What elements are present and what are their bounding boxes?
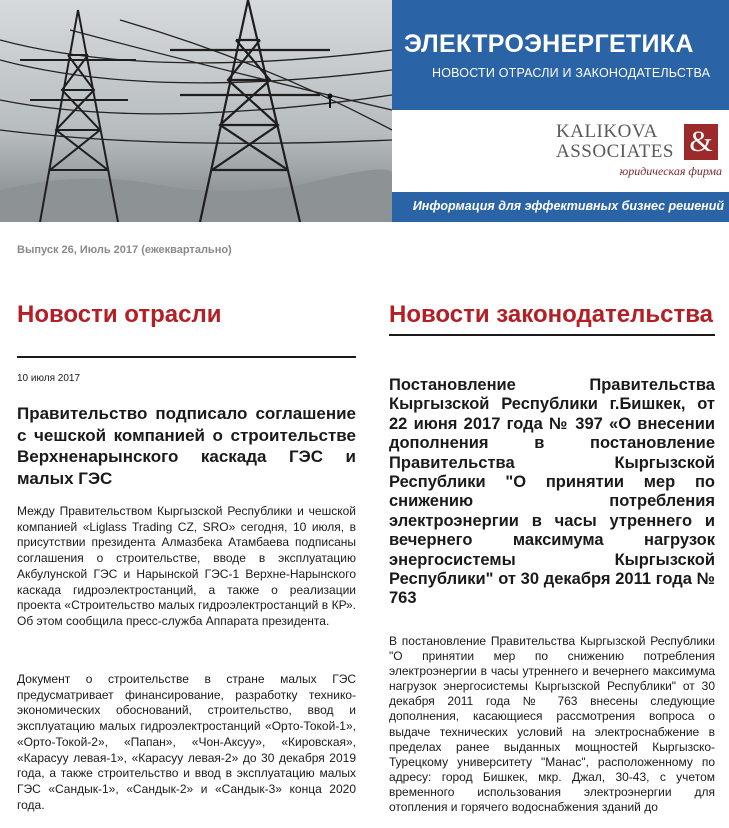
section-divider — [389, 334, 715, 336]
legislation-news-column — [389, 300, 715, 336]
newsletter-subtitle: НОВОСТИ ОТРАСЛИ И ЗАКОНОДАТЕЛЬСТВА — [432, 66, 711, 80]
logo-line2: ASSOCIATES — [556, 141, 674, 162]
logo-line1: KALIKOVA — [556, 121, 658, 142]
legislation-headline: Постановление Правительства Кыргызской Республики г.Бишкек, от 22 июня 2017 года № 397 «О внесении дополнения в постановление Правительства Кыргызской Республики "О принятии мер по снижению потребления электроэнергии в часы утреннего и вечернего максимума нагрузок энергосистемы Кыргызской Республики" от 30 декабря 2011 года № 763 — [389, 376, 715, 608]
industry-news-column — [17, 300, 356, 358]
title-banner — [392, 0, 729, 110]
section-divider — [17, 356, 356, 358]
info-bar — [392, 192, 729, 222]
article-paragraph: Документ о строительстве в стране малых ГЭС предусматривает финансирование, разработку технико-экономических обоснований, строительство, ввод и эксплуатацию малых гидроэлектростанций «Орто-Токой-1», «Орто-Токой-2», «Папан», «Чон-Аксуу», «Кировская», «Карасуу левая-1», «Карасуу левая-2» до 30 декабря 2019 года, а также строительство и ввод в эксплуатацию малых ГЭС «Сандык-1», «Сандык-2» и «Сандык-3» конца 2020 года. — [17, 672, 356, 812]
issue-info: Выпуск 26, Июль 2017 (ежеквартально) — [17, 244, 232, 256]
logo-ampersand: & — [684, 124, 718, 160]
industry-news-title: Новости отрасли — [17, 301, 222, 328]
newsletter-title: ЭЛЕКТРОЭНЕРГЕТИКА — [404, 30, 694, 58]
firm-logo — [392, 110, 729, 192]
logo-tagline: юридическая фирма — [619, 164, 722, 178]
legislation-paragraph: В постановление Правительства Кыргызской Республики "О принятии мер по снижению потребления электроэнергии в часы утреннего и вечернего максимума нагрузок энергосистемы Кыргызской Республики" от 30 декабря 2011 года № 763 внесены следующие дополнения, касающиеся рассмотрения вопроса о выдаче технических условий на электроснабжение в пределах ранее выданных мощностей Кыргызско-Турецкому университету "Манас", расположенному по адресу: город Бишкек, мкр. Джал, 30-43, с учетом временного использования электроэнергии для отопления и горячего водоснабжения зданий до — [389, 634, 715, 815]
article-paragraph: Между Правительством Кыргызской Республики и чешской компанией «Liglass Trading CZ, SRO» сегодня, 10 июля, в присутствии президента Алмазбека Атамбаева подписаны соглашения о строительстве, вводе в эксплуатацию Акбулунской ГЭС и Нарынской ГЭС-1 Верхне-Нарынского каскада гидроэлектростанций, а также о реализации проекта «Строительство малых гидроэлектростанций в КР». Об этом сообщила пресс-служба Аппарата президента. — [17, 504, 356, 628]
article-headline: Правительство подписало соглашение с чешской компанией о строительстве Верхненарынского каскада ГЭС и малых ГЭС — [17, 404, 356, 488]
article-date: 10 июля 2017 — [17, 373, 81, 384]
newsletter-header — [0, 0, 729, 222]
logo-wordmark — [556, 122, 686, 162]
legislation-news-title: Новости законодательства — [389, 301, 714, 328]
power-tower-illustration — [0, 0, 392, 222]
info-bar-text: Информация для эффективных бизнес решений — [412, 199, 724, 213]
header-photo-power-lines — [0, 0, 392, 222]
